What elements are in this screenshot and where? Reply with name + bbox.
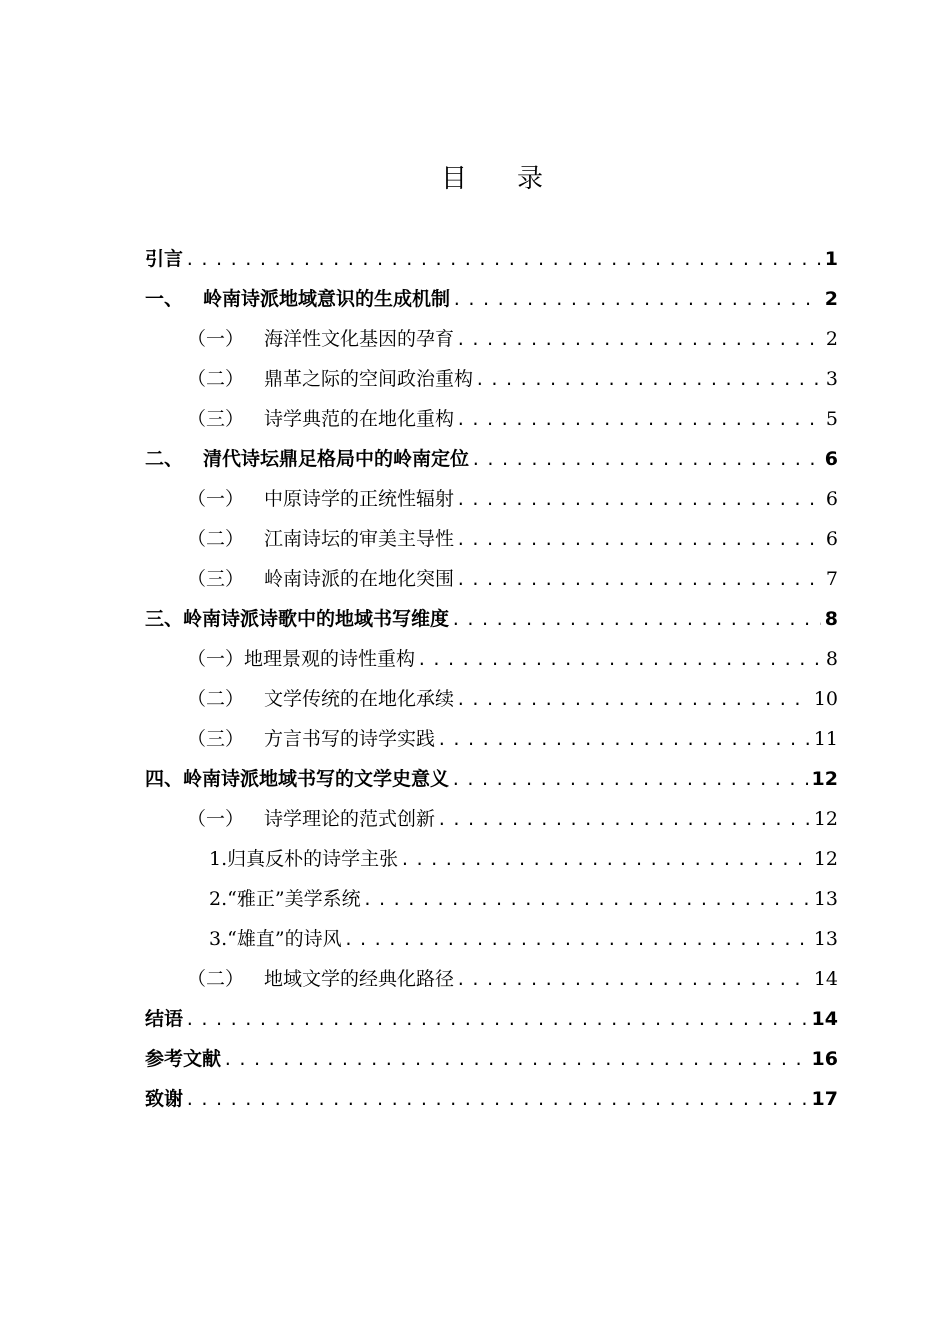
toc-entry[interactable] [145, 599, 838, 639]
toc-entry[interactable] [145, 519, 838, 559]
toc-entry-text: 结语 [145, 1008, 184, 1030]
toc-entry-text: 鼎革之际的空间政治重构 [264, 368, 474, 390]
toc-entry-text: “雄直”的诗风 [227, 928, 342, 950]
toc-entry-page: 12 [811, 768, 838, 790]
toc-entry-number: （一） [187, 808, 245, 830]
toc-entry-text: 清代诗坛鼎足格局中的岭南定位 [203, 448, 470, 470]
toc-entry[interactable] [145, 279, 838, 319]
dot-leader [223, 1040, 808, 1080]
toc-entry[interactable] [145, 479, 838, 519]
toc-entry-text: 地理景观的诗性重构 [244, 648, 416, 670]
dot-leader [417, 640, 822, 680]
dot-leader [437, 800, 810, 840]
toc-entry-page: 3 [825, 368, 838, 390]
toc-entry[interactable] [145, 999, 838, 1039]
dot-leader [456, 520, 822, 560]
toc-entry-number: 三、 [145, 608, 184, 630]
toc-title-char-1: 目 [440, 164, 467, 194]
toc-entry-text: 地域文学的经典化路径 [264, 968, 455, 990]
toc-entry[interactable] [145, 439, 838, 479]
toc-entry-number: 3. [209, 928, 228, 950]
dot-leader [456, 320, 822, 360]
toc-entry-number: （二） [187, 368, 245, 390]
toc-entry-text: 中原诗学的正统性辐射 [264, 488, 455, 510]
toc-entry[interactable] [145, 919, 838, 959]
toc-entry-text: 诗学理论的范式创新 [264, 808, 436, 830]
dot-leader [363, 880, 810, 920]
toc-entry-text: 岭南诗派诗歌中的地域书写维度 [183, 608, 450, 630]
toc-entry-text: 海洋性文化基因的孕育 [264, 328, 455, 350]
toc-entry[interactable] [145, 799, 838, 839]
toc-entry[interactable] [145, 839, 838, 879]
toc-entry[interactable] [145, 239, 838, 279]
toc-entry-number: （三） [187, 728, 245, 750]
toc-entry-number: （一） [187, 648, 245, 670]
dot-leader [456, 680, 810, 720]
toc-entry-text: 致谢 [145, 1088, 184, 1110]
toc-entry[interactable] [145, 879, 838, 919]
toc-entry-text: 岭南诗派地域书写的文学史意义 [183, 768, 450, 790]
toc-entry-number: （三） [187, 568, 245, 590]
toc-title-char-2: 录 [517, 164, 544, 194]
toc-entry[interactable] [145, 759, 838, 799]
toc-entry-text: 岭南诗派地域意识的生成机制 [203, 288, 451, 310]
toc-entry-page: 10 [813, 688, 838, 710]
toc-entry-number: （三） [187, 408, 245, 430]
toc-entry[interactable] [145, 559, 838, 599]
dot-leader [400, 840, 810, 880]
dot-leader [456, 560, 822, 600]
toc-entry-page: 1 [824, 248, 838, 270]
toc-entry-page: 2 [825, 328, 838, 350]
toc-entry[interactable] [145, 399, 838, 439]
toc-entry-number: 二、 [145, 448, 184, 470]
toc-entry-number: （二） [187, 688, 245, 710]
toc-title [0, 158, 950, 195]
toc-entry-number: （二） [187, 528, 245, 550]
toc-entry-text: 方言书写的诗学实践 [264, 728, 436, 750]
toc-entry-page: 14 [813, 968, 838, 990]
dot-leader [475, 360, 822, 400]
dot-leader [185, 1080, 808, 1120]
toc-entry-page: 6 [825, 528, 838, 550]
dot-leader [451, 600, 821, 640]
dot-leader [456, 480, 822, 520]
dot-leader [456, 400, 822, 440]
toc-entry-number: （一） [187, 328, 245, 350]
toc-entry-text: 诗学典范的在地化重构 [264, 408, 455, 430]
toc-entry-text: 岭南诗派的在地化突围 [264, 568, 455, 590]
toc-entry[interactable] [145, 1079, 838, 1119]
toc-entry-number: （二） [187, 968, 245, 990]
toc-entry-page: 6 [825, 488, 838, 510]
toc-entry[interactable] [145, 639, 838, 679]
toc-entry-text: 参考文献 [145, 1048, 222, 1070]
dot-leader [344, 920, 810, 960]
dot-leader [452, 280, 821, 320]
toc-entry-text: 引言 [145, 248, 184, 270]
toc-entry-page: 16 [811, 1048, 838, 1070]
toc-entry-number: 2. [209, 888, 228, 910]
toc-entry[interactable] [145, 359, 838, 399]
toc-entry-text: 江南诗坛的审美主导性 [264, 528, 455, 550]
dot-leader [437, 720, 810, 760]
toc-entry[interactable] [145, 1039, 838, 1079]
toc-entry[interactable] [145, 319, 838, 359]
toc-entry-page: 8 [824, 608, 838, 630]
toc-entry-page: 13 [813, 888, 838, 910]
toc-entry[interactable] [145, 959, 838, 999]
dot-leader [471, 440, 821, 480]
toc-entry-number: 一、 [145, 288, 184, 310]
dot-leader [185, 1000, 808, 1040]
toc-entry-page: 6 [824, 448, 838, 470]
toc-entry-page: 13 [813, 928, 838, 950]
toc-entry-text: 归真反朴的诗学主张 [227, 848, 399, 870]
toc-entry-page: 12 [813, 848, 838, 870]
dot-leader [451, 760, 808, 800]
toc-entry-page: 14 [811, 1008, 838, 1030]
toc-entry-page: 8 [825, 648, 838, 670]
toc-entry-text: 文学传统的在地化承续 [264, 688, 455, 710]
toc-entry-number: 四、 [145, 768, 184, 790]
table-of-contents [145, 239, 838, 1119]
toc-entry-page: 7 [825, 568, 838, 590]
toc-entry-page: 5 [825, 408, 838, 430]
dot-leader [456, 960, 810, 1000]
toc-entry-number: 1. [209, 848, 228, 870]
dot-leader [185, 240, 821, 280]
toc-entry[interactable] [145, 679, 838, 719]
toc-entry-page: 17 [811, 1088, 838, 1110]
toc-entry-page: 11 [813, 728, 838, 750]
toc-entry-text: “雅正”美学系统 [227, 888, 361, 910]
toc-entry-number: （一） [187, 488, 245, 510]
toc-entry-page: 12 [813, 808, 838, 830]
toc-entry-page: 2 [824, 288, 838, 310]
toc-entry[interactable] [145, 719, 838, 759]
